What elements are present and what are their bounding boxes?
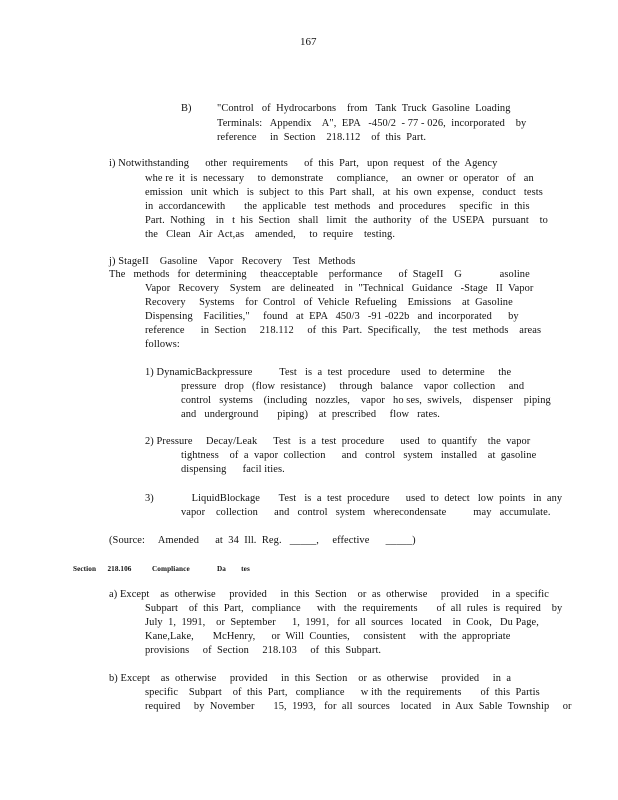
item-a-line: July 1, 1991, or September 1, 1991, for all sources located in Cook, Du Page, bbox=[145, 617, 539, 628]
item-i-line: i) Notwithstanding other requirements of this Part, upon request of the Agency bbox=[109, 158, 498, 169]
page-number: 167 bbox=[300, 36, 317, 48]
item-i-line: in accordancewith the applicable test methods and procedures specific in this bbox=[145, 201, 530, 212]
item-j-line: reference in Section 218.112 of this Part. Specifically, the test methods areas bbox=[145, 325, 542, 336]
item-a-line: Subpart of this Part, compliance with the requirements of all rules is required by bbox=[145, 603, 563, 614]
item-i-line: Part. Nothing in t his Section shall limit the authority of the USEPA pursuant to bbox=[145, 215, 548, 226]
item-b-line: reference in Section 218.112 of this Part. bbox=[217, 132, 427, 143]
method-line: 3) LiquidBlockage Test is a test procedure used to detect low points in any bbox=[145, 493, 563, 504]
item-i-line: emission unit which is subject to this Part shall, at his own expense, conduct tests bbox=[145, 187, 543, 198]
method-line: control systems (including nozzles, vapor ho ses, swivels, dispenser piping bbox=[181, 395, 551, 406]
method-line: tightness of a vapor collection and control system installed at gasoline bbox=[181, 450, 537, 461]
method-line: vapor collection and control system wherecondensate may accumulate. bbox=[181, 507, 551, 518]
item-a-line: Kane,Lake, McHenry, or Will Counties, consistent with the appropriate bbox=[145, 631, 511, 642]
method-line: pressure drop (flow resistance) through balance vapor collection and bbox=[181, 381, 525, 392]
item-b2-line: required by November 15, 1993, for all sources located in Aux Sable Township or bbox=[145, 701, 572, 712]
item-j-line: Vapor Recovery System are delineated in "Technical Guidance -Stage II Vapor bbox=[145, 283, 534, 294]
section-title: Compliance bbox=[152, 565, 190, 573]
item-j-title: j) StageII Gasoline Vapor Recovery Test Methods bbox=[109, 256, 356, 267]
item-b-marker: B) bbox=[181, 103, 192, 114]
method-line: 2) Pressure Decay/Leak Test is a test procedure used to quantify the vapor bbox=[145, 436, 531, 447]
item-b-line: Terminals: Appendix A", EPA -450/2 - 77 - 026, incorporated by bbox=[217, 118, 527, 129]
method-line: dispensing facil ities. bbox=[181, 464, 285, 475]
item-j-line: follows: bbox=[145, 339, 180, 350]
method-line: 1) DynamicBackpressure Test is a test procedure used to determine the bbox=[145, 367, 512, 378]
item-a-line: a) Except as otherwise provided in this Section or as otherwise provided in a specific bbox=[109, 589, 550, 600]
item-a-line: provisions of Section 218.103 of this Subpart. bbox=[145, 645, 382, 656]
item-b-line: "Control of Hydrocarbons from Tank Truck Gasoline Loading bbox=[217, 103, 511, 114]
item-b2-line: b) Except as otherwise provided in this Section or as otherwise provided in a bbox=[109, 673, 512, 684]
section-title-suffix: Da tes bbox=[217, 565, 250, 573]
method-line: and underground piping) at prescribed flow rates. bbox=[181, 409, 440, 420]
item-i-line: whe re it is necessary to demonstrate compliance, an owner or operator of an bbox=[145, 173, 534, 184]
source-note: (Source: Amended at 34 Ill. Reg. _____, effective _____) bbox=[109, 535, 416, 546]
item-i-line: the Clean Air Act,as amended, to require testing. bbox=[145, 229, 396, 240]
item-j-line: The methods for determining theacceptable performance of StageII G asoline bbox=[109, 269, 530, 280]
item-b2-line: specific Subpart of this Part, compliance w ith the requirements of this Partis bbox=[145, 687, 540, 698]
item-j-line: Dispensing Facilities," found at EPA 450/3 -91 -022b and incorporated by bbox=[145, 311, 519, 322]
section-number: Section 218.106 bbox=[73, 565, 132, 573]
item-j-line: Recovery Systems for Control of Vehicle Refueling Emissions at Gasoline bbox=[145, 297, 513, 308]
